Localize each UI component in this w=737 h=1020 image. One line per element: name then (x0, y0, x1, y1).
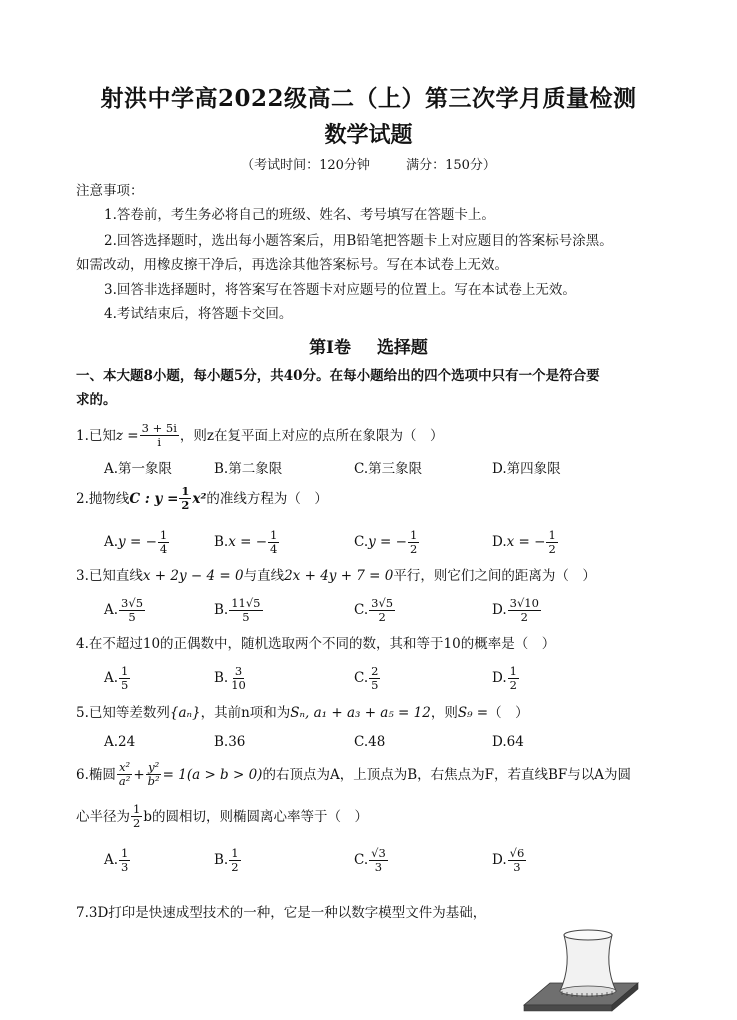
option-a: A. y = − $\frac{1}{4}$ (104, 527, 168, 556)
option-a: A. $\frac{1}{5}$ (104, 663, 129, 692)
notes-heading: 注意事项： (76, 183, 144, 199)
exam-meta (0, 154, 737, 173)
option-c: C.48 (354, 734, 386, 750)
option-c: C. y = − $\frac{1}{2}$ (354, 527, 418, 556)
question-3: 3.已知直线x + 2y − 4 = 0与直线2x + 4y + 7 = 0平行，则它们之间的距离为（ ） (76, 568, 596, 584)
question-2-options (104, 525, 664, 559)
section-volume: 第I卷 (309, 338, 352, 358)
question-6-options (104, 843, 664, 877)
option-d: D. $\frac{3√10}{2}$ (492, 595, 539, 624)
option-b: B.36 (214, 734, 246, 750)
question-5: 5.已知等差数列{aₙ}，其前n项和为Sₙ, a₁ + a₃ + a₅ = 12，则S₉ =（ ） (76, 705, 529, 721)
question-1: 1.已知 z = $\frac{3 + 5i}{i}$ ，则z在复平面上对应的点所在象限为（ ） (76, 421, 444, 449)
option-d: D.64 (492, 734, 524, 750)
cooling-tower-illustration (520, 925, 640, 1015)
exam-subject: 数学试题 (324, 122, 413, 148)
note-3: 3.回答非选择题时，将答案写在答题卡对应题号的位置上。写在本试卷上无效。 (104, 282, 576, 298)
section-heading (0, 333, 737, 358)
question-5-options (104, 725, 664, 759)
option-b: B. $\frac{11√5}{5}$ (214, 595, 261, 624)
question-4: 4.在不超过10的正偶数中，随机选取两个不同的数，其和等于10的概率是（ ） (76, 636, 556, 652)
option-b: B. $\frac{1}{2}$ (214, 845, 239, 874)
note-4: 4.考试结束后，将答题卡交回。 (104, 306, 293, 322)
part-instructions-cont: 求的。 (76, 392, 117, 408)
option-a: A. $\frac{3√5}{5}$ (104, 595, 144, 624)
option-a: A.24 (104, 734, 136, 750)
option-c: C. $\frac{2}{5}$ (354, 663, 379, 692)
exam-title: 射洪中学高2022级高二（上）第三次学月质量检测 (100, 85, 637, 112)
question-1-options (104, 450, 664, 484)
option-b: B.第二象限 (214, 461, 283, 477)
question-2: 2.抛物线 C : y = $\frac{1}{2}$ x² 的准线方程为（ ） (76, 484, 328, 512)
option-b: B. $\frac{3}{10}$ (214, 663, 246, 692)
option-a: A. $\frac{1}{3}$ (104, 845, 129, 874)
question-3-options (104, 593, 664, 627)
question-7: 7.3D打印是快速成型技术的一种，它是一种以数字模型文件为基础， (76, 905, 487, 921)
option-a: A.第一象限 (104, 461, 173, 477)
part-instructions: 一、本大题8小题，每小题5分，共40分。在每小题给出的四个选项中只有一个是符合要 (76, 368, 600, 384)
option-d: D. $\frac{√6}{3}$ (492, 845, 525, 874)
option-d: D. $\frac{1}{2}$ (492, 663, 517, 692)
option-c: C.第三象限 (354, 461, 423, 477)
option-d: D.第四象限 (492, 461, 561, 477)
question-6: 6.椭圆 $\frac{\text{x²}}{\text{a²}}$ + $\frac{\text{y²}}{\text{b²}}$ = 1(a > b > 0) 的右顶点为A，上顶点为B，右焦点为F，若直线BF与以A为圆 (76, 760, 632, 788)
exam-time: （考试时间：120分钟 (241, 158, 370, 173)
option-d: D. x = − $\frac{1}{2}$ (492, 527, 556, 556)
question-6-cont: 心半径为 $\frac{1}{2}$ b的圆相切，则椭圆离心率等于（ ） (76, 802, 368, 830)
option-c: C. $\frac{√3}{3}$ (354, 845, 386, 874)
note-2-cont: 如需改动，用橡皮擦干净后，再选涂其他答案标号。写在本试卷上无效。 (76, 257, 508, 273)
question-4-options (104, 661, 664, 695)
note-2: 2.回答选择题时，选出每小题答案后，用B铅笔把答题卡上对应题目的答案标号涂黑。 (104, 233, 613, 249)
option-c: C. $\frac{3√5}{2}$ (354, 595, 394, 624)
note-1: 1.答卷前，考生务必将自己的班级、姓名、考号填写在答题卡上。 (104, 207, 495, 223)
option-b: B. x = − $\frac{1}{4}$ (214, 527, 278, 556)
section-name: 选择题 (376, 338, 428, 358)
exam-score: 满分：150分） (406, 158, 496, 173)
